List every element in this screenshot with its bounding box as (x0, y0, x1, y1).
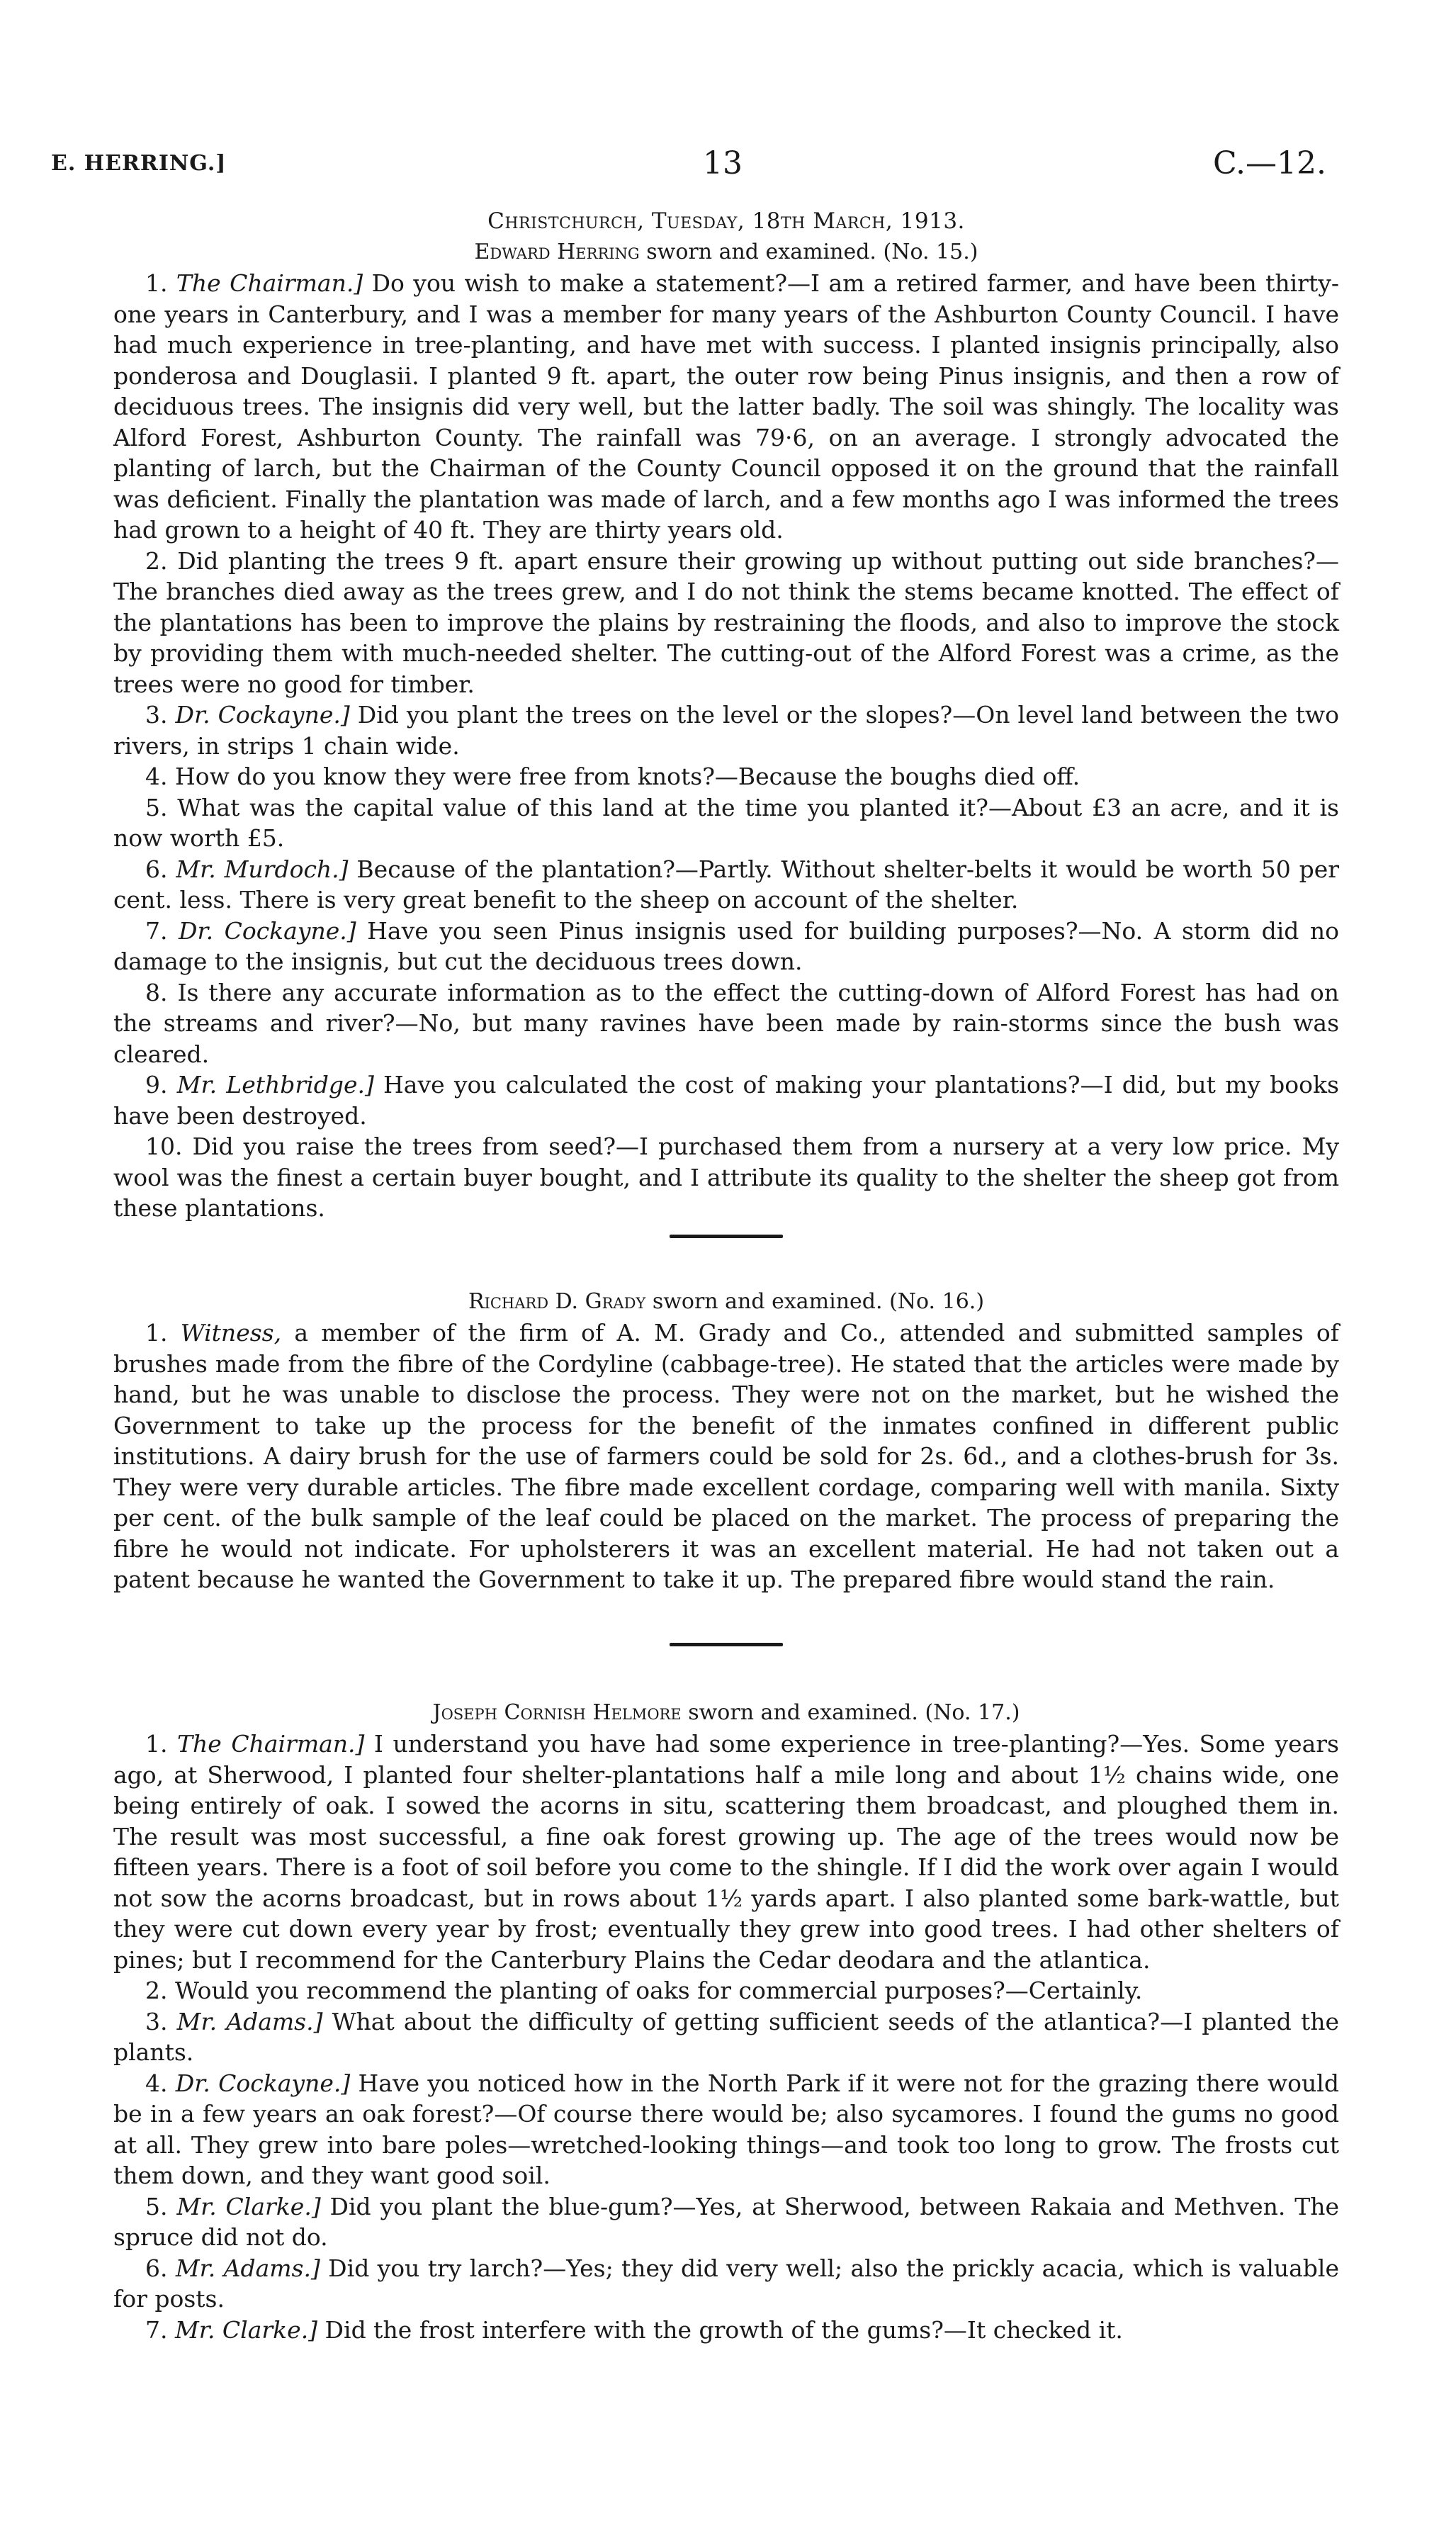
witness-number: (No. 17.) (925, 1700, 1020, 1725)
question-paragraph: 1. Witness, a member of the firm of A. M. Grady and Co., attended and submitted samples of brushes made from the fibre of the Cordyline (cabbage-tree). He stated that the articles were made by hand, but he was unable to disclose the process. They were not on the market, but he wished the Government to take up the process for the benefit of the inmates confined in different public institutions. A dairy brush for the use of farmers could be sold for 2s. 6d., and a clothes-brush for 3s. They were very durable articles. The fibre made excellent cordage, comparing well with manila. Sixty per cent. of the bulk sample of the leaf could be placed on the market. The process of preparing the fibre he would not indicate. For upholsterers it was an excellent material. He had not taken out a patent because he wanted the Government to take it up. The prepared fibre would stand the rain. (113, 1319, 1339, 1593)
question-paragraph: 1. The Chairman.] Do you wish to make a statement?—I am a retired farmer, and have been thirty-one years in Canterbury, and I was a member for many years of the Ashburton County Council. I have had much experience in tree-planting, and have met with success. I planted insignis principally, also ponderosa and Douglasii. I planted 9 ft. apart, the outer row being Pinus insignis, and then a row of deciduous trees. The insignis did very well, but the latter badly. The soil was shingly. The locality was Alford Forest, Ashburton County. The rainfall was 79·6, on an average. I strongly advocated the planting of larch, but the Chairman of the County Council opposed it on the ground that the rainfall was deficient. Finally the plantation was made of larch, and a few months ago I was informed the trees had grown to a height of 40 ft. They are thirty years old. (113, 269, 1339, 544)
witness-status: sworn and examined. (652, 1289, 883, 1314)
witness-status: sworn and examined. (646, 240, 876, 264)
divider-rule (670, 1643, 783, 1646)
witness-number: (No. 16.) (889, 1289, 985, 1314)
question-paragraph: 1. The Chairman.] I understand you have had some experience in tree-planting?—Yes. Some years ago, at Sherwood, I planted four shelter-plantations half a mile long and about 1½ chains wide, one being entirely of oak. I sowed the acorns in situ, scattering them broadcast, and ploughed them in. The result was most successful, a fine oak forest growing up. The age of the trees would now be fifteen years. There is a foot of soil before you come to the shingle. If I did the work over again I would not sow the acorns broadcast, but in rows about 1½ yards apart. I also planted some bark-wattle, but they were cut down every year by frost; eventually they grew into good trees. I had other shelters of pines; but I recommend for the Canterbury Plains the Cedar deodara and the atlantica. (113, 1730, 1339, 1974)
testimony (113, 268, 1339, 1224)
question-paragraph: 8. Is there any accurate information as to the effect the cutting-down of Alford Forest has had on the streams and river?—No, but many ravines have been made by rain-storms since the bush was cleared. (113, 978, 1339, 1068)
witness-name: Edward Herring (474, 240, 640, 264)
question-paragraph: 7. Mr. Clarke.] Did the frost interfere with the growth of the gums?—It checked it. (145, 2315, 1123, 2344)
question-paragraph: 6. Mr. Murdoch.] Because of the plantation?—Partly. Without shelter-belts it would be worth 50 per cent. less. There is very great benefit to the sheep on account of the shelter. (113, 855, 1339, 914)
question-paragraph: 4. Dr. Cockayne.] Have you noticed how in the North Park if it were not for the grazing there would be in a few years an oak forest?—Of course there would be; also sycamores. I found the gums no good at all. They grew into bare poles—wretched-looking things—and took too long to grow. The frosts cut them down, and they want good soil. (113, 2069, 1339, 2189)
question-paragraph: 10. Did you raise the trees from seed?—I purchased them from a nursery at a very low price. My wool was the finest a certain buyer bought, and I attribute its quality to the shelter the sheep got from these plantations. (113, 1133, 1339, 1222)
question-paragraph: 4. How do you know they were free from knots?—Because the boughs died off. (145, 763, 1080, 790)
question-paragraph: 9. Mr. Lethbridge.] Have you calculated the cost of making your plantations?—I did, but my books have been destroyed. (113, 1071, 1339, 1130)
question-paragraph: 3. Dr. Cockayne.] Did you plant the trees on the level or the slopes?—On level land between the two rivers, in strips 1 chain wide. (113, 701, 1339, 760)
question-paragraph: 2. Would you recommend the planting of oaks for commercial purposes?—Certainly. (145, 1977, 1143, 2004)
witness-name: Joseph Cornish Helmore (432, 1700, 682, 1725)
question-paragraph: 2. Did planting the trees 9 ft. apart ensure their growing up without putting out side branches?—The branches died away as the trees grew, and I do not think the stems became knotted. The effect of the plantations has been to improve the plains by restraining the floods, and also to improve the stock by providing them with much-needed shelter. The cutting-out of the Alford Forest was a crime, as the trees were no good for timber. (113, 546, 1339, 698)
question-paragraph: 5. What was the capital value of this land at the time you planted it?—About £3 an acre, and it is now worth £5. (113, 793, 1339, 852)
page-number: 13 (703, 145, 743, 181)
question-paragraph: 5. Mr. Clarke.] Did you plant the blue-gum?—Yes, at Sherwood, between Rakaia and Methven. The spruce did not do. (113, 2192, 1339, 2251)
section-divider (113, 1643, 1339, 1646)
witness-number: (No. 15.) (883, 240, 978, 264)
witness-name: Richard D. Grady (468, 1289, 646, 1314)
testimony (113, 1318, 1339, 1595)
section-no-17 (113, 1697, 1339, 2345)
section-divider (113, 1235, 1339, 1238)
testimony (113, 1729, 1339, 2345)
witness-heading (113, 1697, 1339, 1729)
question-paragraph: 6. Mr. Adams.] Did you try larch?—Yes; they did very well; also the prickly acacia, which is valuable for posts. (113, 2254, 1340, 2313)
document-code: C.—12. (1212, 145, 1326, 181)
divider-rule (670, 1235, 783, 1238)
section-no-15 (113, 206, 1339, 1224)
witness-heading (113, 1286, 1339, 1318)
witness-heading (113, 237, 1339, 268)
running-head (51, 145, 1326, 188)
header-witness: E. HERRING.] (51, 151, 227, 176)
witness-status: sworn and examined. (688, 1700, 918, 1725)
question-paragraph: 3. Mr. Adams.] What about the difficulty of getting sufficient seeds of the atlantica?—I planted the plants. (113, 2007, 1339, 2066)
dateline: Christchurch, Tuesday, 18th March, 1913. (487, 208, 965, 234)
question-paragraph: 7. Dr. Cockayne.] Have you seen Pinus insignis used for building purposes?—No. A storm did no damage to the insignis, but cut the deciduous trees down. (113, 916, 1340, 975)
section-no-16 (113, 1286, 1339, 1595)
